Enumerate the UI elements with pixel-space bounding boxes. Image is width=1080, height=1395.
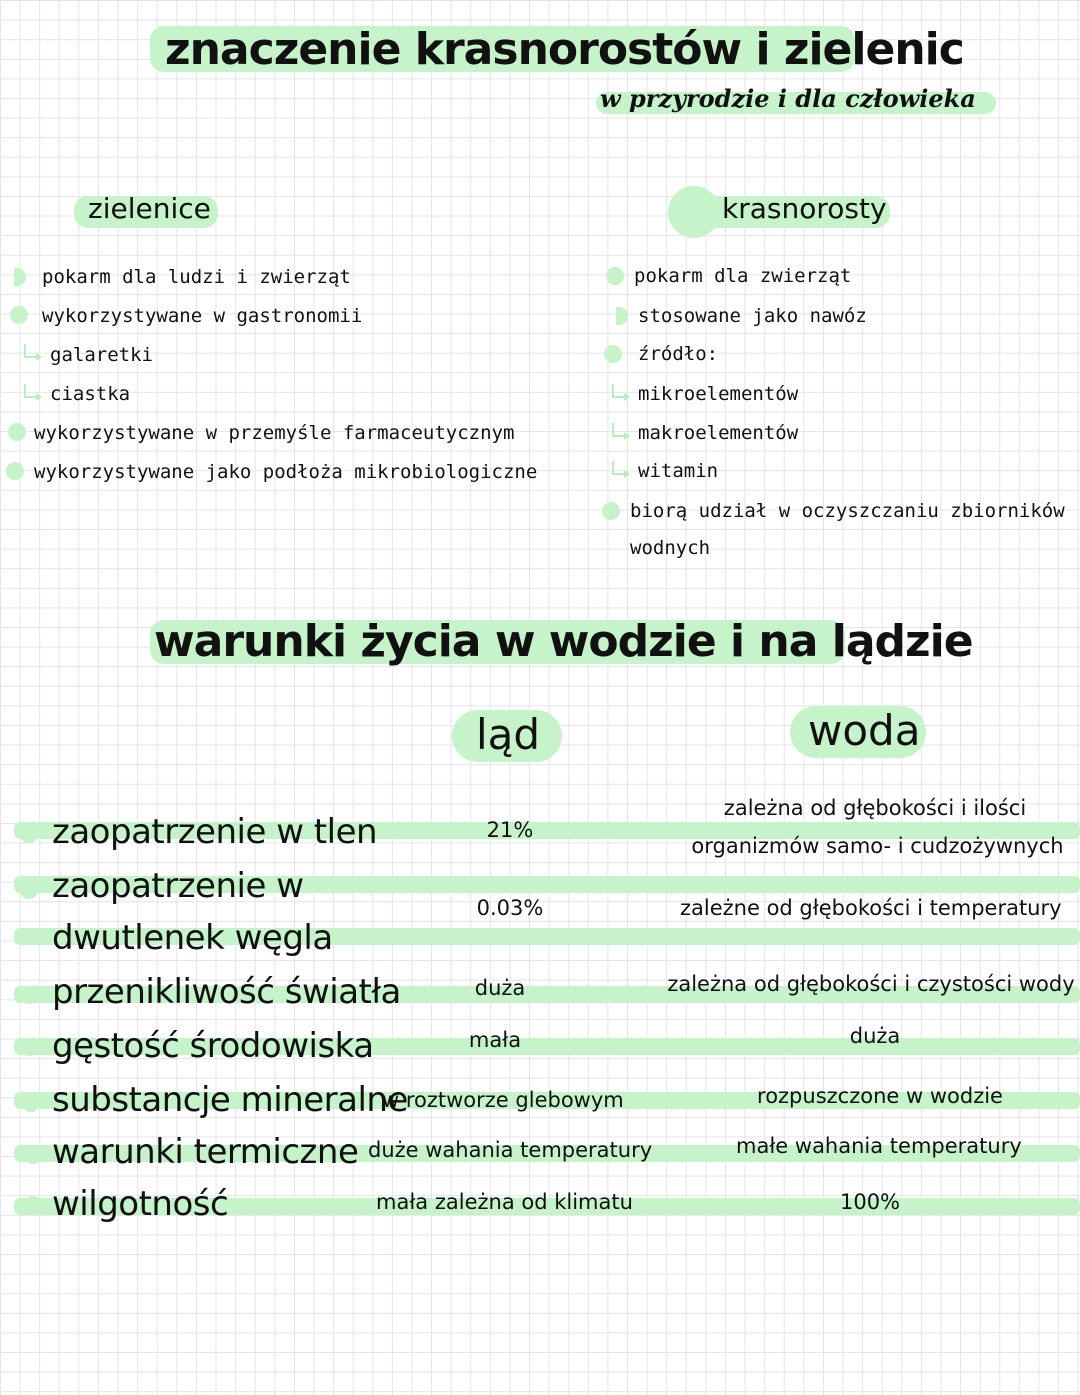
zielenice-subitem-2: ciastka <box>50 383 131 405</box>
row-label-humidity: wilgotność <box>52 1184 229 1224</box>
page-title-text: znaczenie krasnorostów i zielenic <box>165 24 964 75</box>
row-light-land: duża <box>474 976 526 1000</box>
row-label-oxygen: zaopatrzenie w tlen <box>52 812 378 852</box>
krasnorosty-item-4-cont: wodnych <box>630 537 711 559</box>
row-label-light: przenikliwość światła <box>52 972 401 1012</box>
page-subtitle <box>600 84 1000 112</box>
bullet-dot <box>22 1094 40 1112</box>
sub-arrow-icon <box>24 384 36 398</box>
bullet-dot <box>20 1038 38 1056</box>
row-humidity-land: mała zależna od klimatu <box>376 1190 633 1214</box>
row-label-co2: zaopatrzenie w <box>52 866 304 906</box>
col-land-header: ląd <box>476 710 541 759</box>
bullet-dot <box>10 306 28 324</box>
zielenice-item-4: wykorzystywane jako podłoża mikrobiologiczne <box>34 461 538 483</box>
bullet-dot <box>20 881 38 899</box>
table-title <box>150 616 973 667</box>
row-minerals-land: w roztworze glebowym <box>382 1088 624 1112</box>
col-water-header: woda <box>808 706 921 755</box>
bullet-dot <box>20 986 38 1004</box>
zielenice-item-3: wykorzystywane w przemyśle farmaceutycznym <box>34 422 515 444</box>
table-title-text: warunki życia w wodzie i na lądzie <box>154 616 973 667</box>
row-oxygen-land: 21% <box>486 818 534 842</box>
row-label-thermal: warunki termiczne <box>52 1132 359 1172</box>
bullet-dot <box>602 502 620 520</box>
zielenice-heading: zielenice <box>88 192 211 225</box>
sub-arrow-icon <box>24 344 36 358</box>
zielenice-item-1: pokarm dla ludzi i zwierząt <box>42 266 351 288</box>
sub-arrow-icon <box>612 461 624 475</box>
page-subtitle-text: w przyrodzie i dla człowieka <box>600 84 976 113</box>
krasnorosty-heading: krasnorosty <box>722 192 887 225</box>
krasnorosty-item-4: biorą udział w oczyszczaniu zbiorników <box>630 500 1065 522</box>
row-light-water: zależna od głębokości i czystości wody <box>667 972 1075 996</box>
row-co2-land: 0.03% <box>476 896 544 920</box>
row-thermal-land: duże wahania temperatury <box>368 1138 653 1162</box>
bullet-dot <box>6 462 24 480</box>
row-humidity-water: 100% <box>839 1190 901 1214</box>
row-label-co2-cont: dwutlenek węgla <box>52 918 333 958</box>
krasnorosty-item-1: pokarm dla zwierząt <box>634 265 852 287</box>
bullet-dot <box>24 1146 42 1164</box>
sub-arrow-icon <box>612 423 624 437</box>
row-oxygen-water: zależna od głębokości i ilości <box>723 796 1027 820</box>
row-minerals-water: rozpuszczone w wodzie <box>757 1084 1003 1108</box>
zielenice-subitem-1: galaretki <box>50 344 153 366</box>
row-density-water: duża <box>849 1024 901 1048</box>
krasnorosty-subitem-1: mikroelementów <box>638 383 799 405</box>
row-oxygen-water-cont: organizmów samo- i cudzożywnych <box>691 834 1064 858</box>
page-title <box>150 24 964 75</box>
krasnorosty-item-2: stosowane jako nawóz <box>638 305 867 327</box>
bullet-dot <box>8 423 26 441</box>
sub-arrow-icon <box>612 384 624 398</box>
row-label-density: gęstość środowiska <box>52 1026 374 1066</box>
bullet-dot <box>604 345 622 363</box>
row-label-minerals: substancje mineralne <box>52 1080 408 1120</box>
bullet-dot <box>606 267 624 285</box>
row-thermal-water: małe wahania temperatury <box>736 1134 1022 1158</box>
bullet-dot <box>24 1196 42 1214</box>
krasnorosty-subitem-3: witamin <box>638 460 719 482</box>
bullet-dot <box>616 307 628 325</box>
row-density-land: mała <box>468 1028 522 1052</box>
row-co2-water: zależne od głębokości i temperatury <box>680 896 1062 920</box>
bullet-dot <box>14 268 26 286</box>
zielenice-item-2: wykorzystywane w gastronomii <box>42 305 363 327</box>
krasnorosty-item-3: źródło: <box>638 343 719 365</box>
bullet-dot <box>20 825 38 843</box>
krasnorosty-subitem-2: makroelementów <box>638 422 799 444</box>
